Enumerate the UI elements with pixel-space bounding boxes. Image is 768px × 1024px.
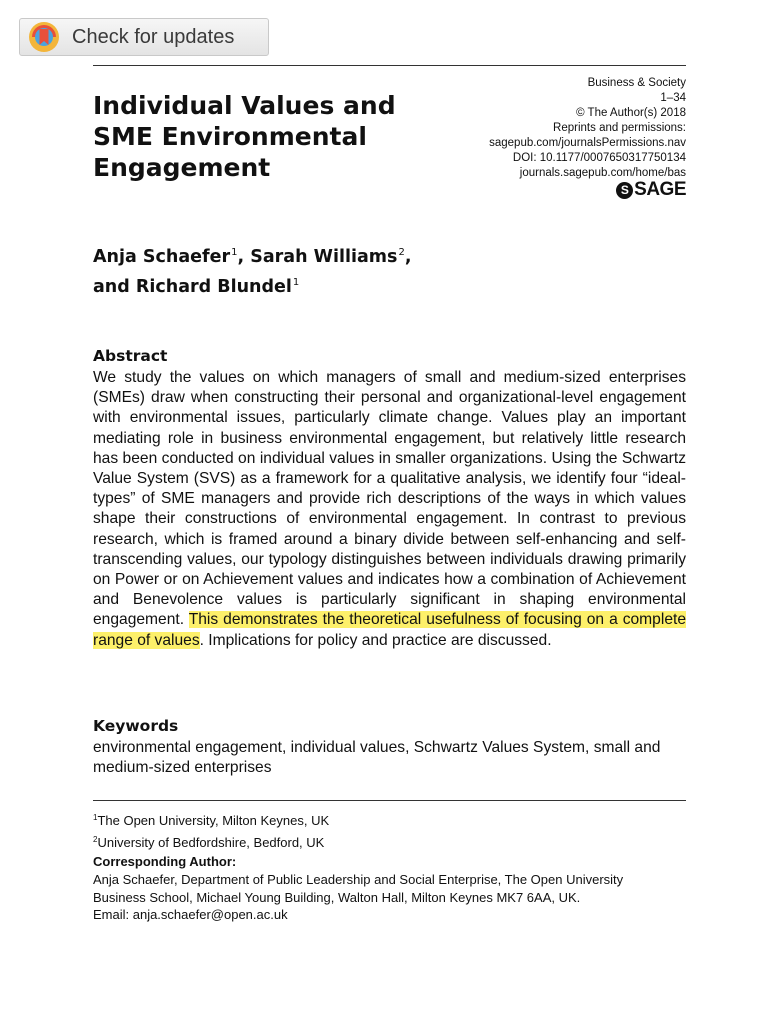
- affiliation-marker: 2: [398, 247, 405, 258]
- affiliation-item: [93, 830, 329, 852]
- affiliation-marker: 1: [292, 277, 300, 288]
- reprints-label: Reprints and permissions:: [553, 122, 686, 134]
- page-range: 1–34: [660, 92, 686, 104]
- permissions-link[interactable]: sagepub.com/journalsPermissions.nav: [489, 137, 686, 149]
- journal-info: [489, 76, 686, 181]
- affiliation-text: The Open University, Milton Keynes, UK: [97, 813, 330, 828]
- author-name: and Richard Blundel: [93, 277, 292, 297]
- top-divider: [93, 65, 686, 66]
- article-title: Individual Values and SME Environmental Engagement: [93, 91, 396, 182]
- journal-home-link[interactable]: journals.sagepub.com/home/bas: [519, 167, 686, 179]
- affiliation-number: 2: [93, 835, 98, 844]
- journal-name: Business & Society: [587, 77, 686, 89]
- affiliation-text: University of Bedfordshire, Bedford, UK: [97, 835, 325, 850]
- corresponding-author-line: Business School, Michael Young Building, Walton Hall, Milton Keynes MK7 6AA, UK.: [93, 889, 581, 905]
- corresponding-author-details: [93, 871, 693, 924]
- check-for-updates-bookmark-icon: [26, 19, 62, 55]
- affiliation-item: [93, 808, 329, 830]
- abstract-text: [93, 368, 686, 651]
- author-name: Anja Schaefer: [93, 247, 231, 267]
- author-name: Sarah Williams: [250, 247, 398, 267]
- doi[interactable]: DOI: 10.1177/0007650317750134: [512, 152, 686, 164]
- sage-logo-text: SAGE: [634, 179, 686, 200]
- copyright: © The Author(s) 2018: [576, 107, 686, 119]
- keywords-text: environmental engagement, individual values, Schwartz Values System, small and medium-sized enterprises: [93, 739, 661, 777]
- abstract-text-start: We study the values on which managers of small and medium-sized enterprises (SMEs) draw when constructing their personal and organizational-level engagement with environmental issues, particularly climate change. Values play an important mediating role in business environmental engagement, but relatively little research has been conducted on individual values in smaller organizations. Using the Schwartz Value System (SVS) as a framework for a qualitative analysis, we identify four “ideal-types” of SME managers and provide rich descriptions of the ways in which values shape their constructions of environmental engagement. In contrast to previous research, which is framed around a binary divide between self-enhancing and self-transcending values, our typology distinguishes between individuals drawing primarily on Power or on Achievement values and indicates how a combination of Achievement and Benevolence values is particularly significant in shaping environmental engagement.: [93, 369, 686, 629]
- affiliation-divider: [93, 800, 686, 801]
- check-for-updates-button[interactable]: [19, 18, 269, 56]
- author-list: [93, 240, 513, 300]
- abstract-highlight: This demonstrates the theoretical usefulness of focusing on a complete range of values: [93, 611, 686, 649]
- check-for-updates-label: Check for updates: [72, 25, 235, 48]
- abstract-text-end: . Implications for policy and practice are discussed.: [199, 631, 552, 649]
- corresponding-author-email[interactable]: Email: anja.schaefer@open.ac.uk: [93, 907, 288, 922]
- corresponding-author-line: Anja Schaefer, Department of Public Leadership and Social Enterprise, The Open University: [93, 872, 624, 887]
- affiliation-number: 1: [93, 813, 98, 822]
- affiliation-marker: 1: [231, 247, 238, 258]
- author-separator: ,: [404, 247, 412, 267]
- corresponding-author-heading: Corresponding Author:: [93, 854, 237, 869]
- affiliations: [93, 808, 329, 852]
- sage-logo-icon: S: [616, 182, 633, 199]
- author-separator: ,: [237, 247, 251, 267]
- abstract-heading: Abstract: [93, 347, 168, 365]
- sage-logo: [616, 179, 686, 201]
- keywords-heading: Keywords: [93, 717, 179, 735]
